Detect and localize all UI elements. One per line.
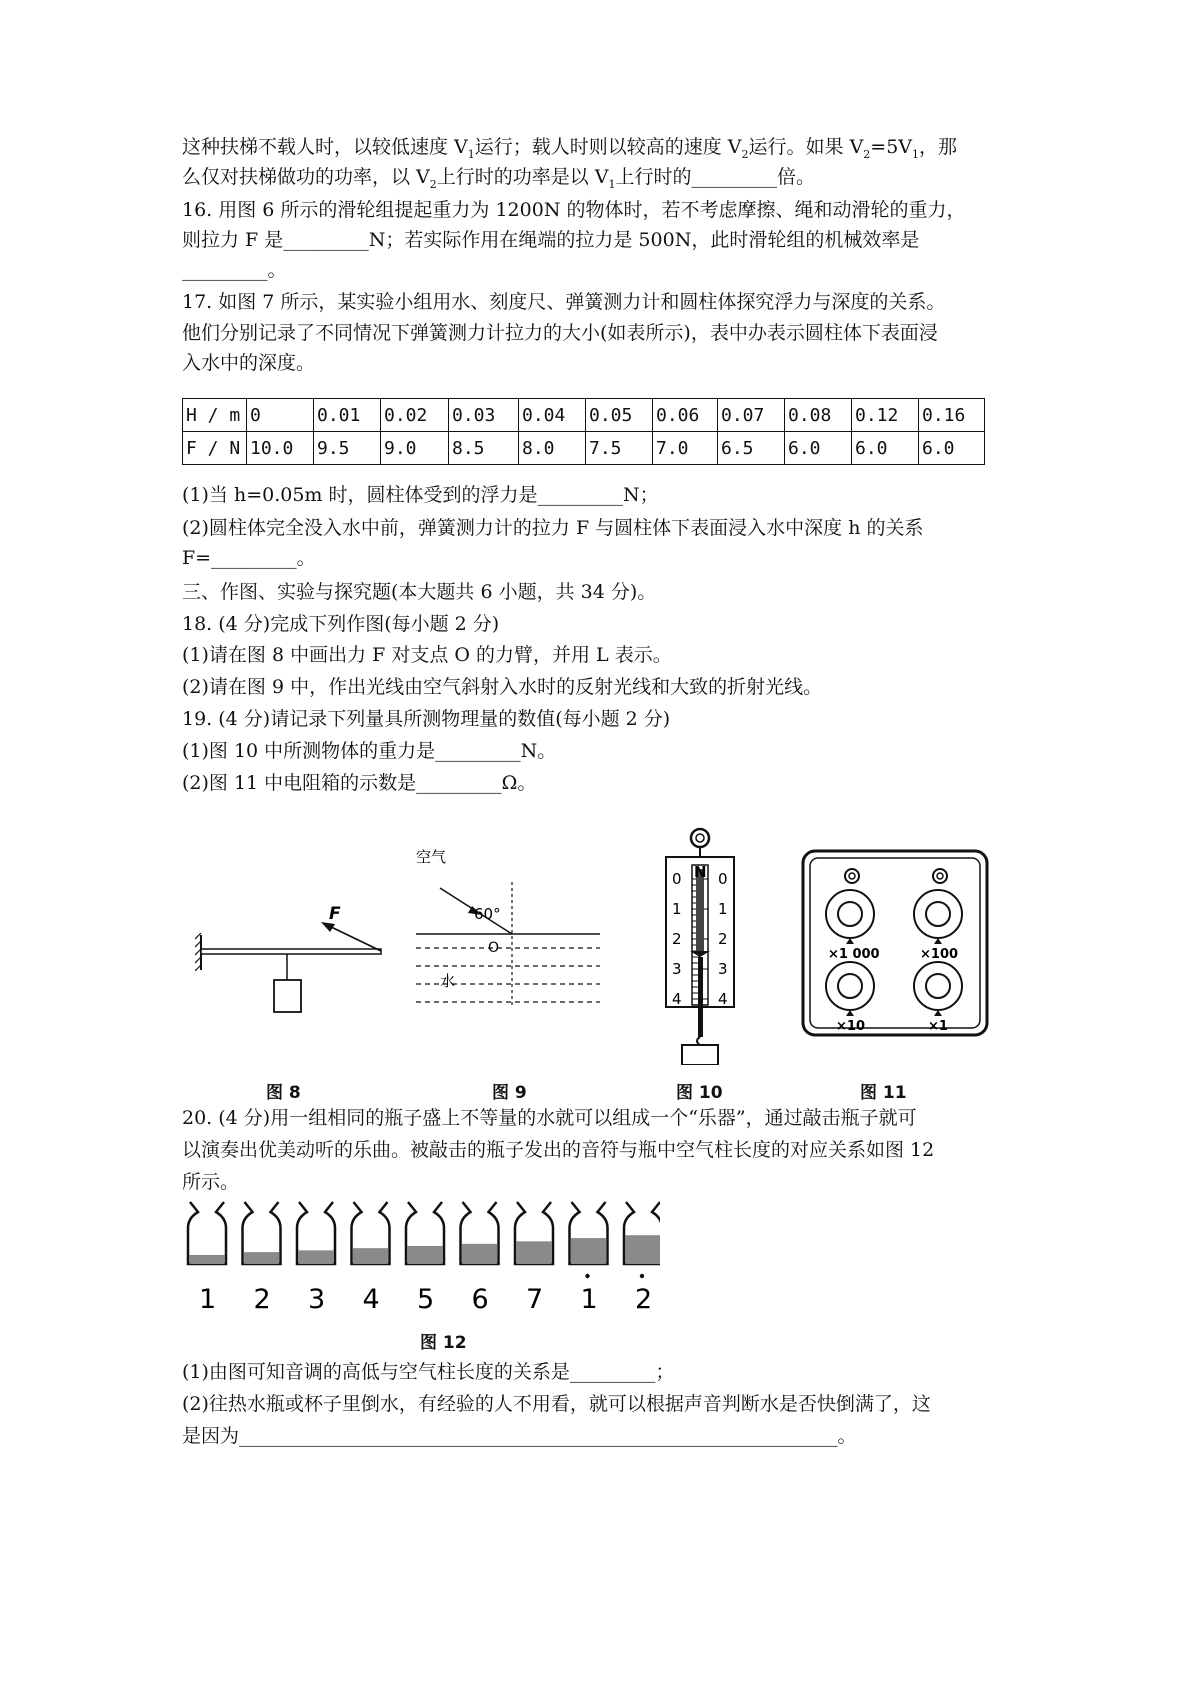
- q17-part-1: (1)当 h=0.05m 时，圆柱体受到的浮力是_________N；: [182, 484, 659, 506]
- water-level: [462, 1244, 497, 1264]
- q18-part-2: (2)请在图 9 中，作出光线由空气斜射入水时的反射光线和大致的折射光线。: [182, 676, 823, 698]
- q19-heading: 19. (4 分)请记录下列量具所测物理量的数值(每小题 2 分): [182, 708, 671, 730]
- bottle-4: [352, 1202, 390, 1264]
- section-3-heading: 三、作图、实验与探究题(本大题共 6 小题，共 34 分)。: [182, 581, 657, 603]
- note-label: 1: [199, 1284, 217, 1315]
- note-label: 7: [526, 1284, 544, 1315]
- dial-label: ×1: [928, 1019, 948, 1034]
- water-label: 水: [440, 972, 456, 990]
- dial-label: ×1 000: [828, 947, 880, 962]
- q19-part-1: (1)图 10 中所测物体的重力是_________N。: [182, 740, 557, 762]
- table-cell: 9.5: [314, 432, 381, 465]
- figure-11-resistance-box: [800, 848, 990, 1038]
- q20-line-2: 以演奏出优美动听的乐曲。被敲击的瓶子发出的音符与瓶中空气柱长度的对应关系如图 12: [182, 1139, 935, 1161]
- table-cell: H / m: [183, 399, 247, 432]
- tick-label: 4: [718, 990, 728, 1008]
- depth-force-table: [182, 398, 985, 465]
- q16-line-3: _________。: [182, 259, 287, 281]
- water-level: [408, 1246, 443, 1264]
- figure-11-caption: 图 11: [860, 1083, 907, 1103]
- bottle-7: [515, 1202, 553, 1264]
- figure-10-spring-scale: [660, 825, 740, 1065]
- figure-12-bottles: [180, 1200, 660, 1320]
- table-cell: 0.05: [586, 399, 653, 432]
- tick-label: 1: [672, 900, 682, 918]
- tick-label: 4: [672, 990, 682, 1008]
- table-row-force: [183, 432, 985, 465]
- tick-label: 0: [718, 870, 728, 888]
- q20-part-1: (1)由图可知音调的高低与空气柱长度的关系是_________；: [182, 1361, 675, 1383]
- figure-12-caption: 图 12: [420, 1333, 467, 1353]
- bottle-9: [624, 1202, 660, 1264]
- table-cell: 0.01: [314, 399, 381, 432]
- table-row-depth: [183, 399, 985, 432]
- water-level: [190, 1255, 225, 1264]
- table-cell: 8.0: [519, 432, 586, 465]
- table-cell: 0: [247, 399, 314, 432]
- q20-line-3: 所示。: [182, 1171, 240, 1193]
- bottle-2: [243, 1202, 281, 1264]
- table-cell: 7.5: [586, 432, 653, 465]
- bottle-6: [461, 1202, 499, 1264]
- tick-label: 2: [718, 930, 728, 948]
- q19-part-2: (2)图 11 中电阻箱的示数是_________Ω。: [182, 772, 537, 794]
- water-level: [244, 1252, 279, 1264]
- tick-label: 1: [718, 900, 728, 918]
- dial-label: ×10: [836, 1019, 865, 1034]
- table-cell: 0.12: [852, 399, 919, 432]
- point-o-label: O: [488, 940, 500, 956]
- table-cell: 9.0: [381, 432, 449, 465]
- water-level: [517, 1241, 552, 1264]
- q17-line-2: 他们分别记录了不同情况下弹簧测力计拉力的大小(如表所示)，表中办表示圆柱体下表面浸: [182, 322, 938, 344]
- unit-label: N: [694, 863, 707, 881]
- table-cell: 0.07: [718, 399, 785, 432]
- tick-label: 0: [672, 870, 682, 888]
- table-cell: 6.0: [785, 432, 852, 465]
- table-cell: 10.0: [247, 432, 314, 465]
- table-cell: 8.5: [449, 432, 519, 465]
- table-cell: 0.02: [381, 399, 449, 432]
- figure-10-caption: 图 10: [676, 1083, 723, 1103]
- air-label: 空气: [416, 848, 447, 866]
- note-label: 2: [635, 1284, 653, 1315]
- table-cell: 0.03: [449, 399, 519, 432]
- table-cell: 0.04: [519, 399, 586, 432]
- note-label: 2: [253, 1284, 271, 1315]
- q15-line-1: 这种扶梯不载人时，以较低速度 $V_1$运行；载人时则以较高的速度 $V_2$运行。如果 $V_2=5V_1$，那: [182, 136, 958, 161]
- bottle-3: [297, 1202, 335, 1264]
- high-octave-dot: [640, 1274, 644, 1278]
- q17-line-3: 入水中的深度。: [182, 352, 316, 374]
- figure-8-caption: 图 8: [266, 1083, 301, 1103]
- tick-label: 2: [672, 930, 682, 948]
- note-label: 5: [417, 1284, 435, 1315]
- q17-part-2: (2)圆柱体完全没入水中前，弹簧测力计的拉力 F 与圆柱体下表面浸入水中深度 h 的关系: [182, 517, 924, 539]
- table-cell: F / N: [183, 432, 247, 465]
- tick-label: 3: [718, 960, 728, 978]
- bottle-8: [570, 1202, 608, 1264]
- q18-part-1: (1)请在图 8 中画出力 F 对支点 O 的力臂，并用 L 表示。: [182, 644, 672, 666]
- table-cell: 6.0: [852, 432, 919, 465]
- dial-label: ×100: [920, 947, 959, 962]
- figure-8-lever: [195, 895, 390, 1020]
- bottle-5: [406, 1202, 444, 1264]
- q16-line-1: 16. 用图 6 所示的滑轮组提起重力为 1200N 的物体时，若不考虑摩擦、绳和动滑轮的重力，: [182, 199, 966, 221]
- q20-part-2a: (2)往热水瓶或杯子里倒水，有经验的人不用看，就可以根据声音判断水是否快倒满了，这: [182, 1393, 931, 1415]
- high-octave-dot: [585, 1274, 589, 1278]
- water-level: [299, 1250, 334, 1264]
- q18-heading: 18. (4 分)完成下列作图(每小题 2 分): [182, 613, 500, 635]
- table-cell: 0.16: [919, 399, 985, 432]
- q16-line-2: 则拉力 F 是_________N；若实际作用在绳端的拉力是 500N，此时滑轮组的机械效率是: [182, 229, 920, 251]
- table-cell: 7.0: [653, 432, 718, 465]
- figure-9-light: [410, 842, 610, 1012]
- table-cell: 0.08: [785, 399, 852, 432]
- bottle-1: [188, 1202, 226, 1264]
- water-level: [626, 1235, 661, 1264]
- table-cell: 6.5: [718, 432, 785, 465]
- figure-9-caption: 图 9: [492, 1083, 527, 1103]
- note-label: 6: [471, 1284, 489, 1315]
- q17-line-1: 17. 如图 7 所示，某实验小组用水、刻度尺、弹簧测力计和圆柱体探究浮力与深度的关系。: [182, 291, 946, 313]
- note-label: 4: [362, 1284, 380, 1315]
- force-label: F: [329, 904, 341, 924]
- table-cell: 6.0: [919, 432, 985, 465]
- q15-line-2: 么仅对扶梯做功的功率，以 $V_2$上行时的功率是以 $V_1$上行时的_________倍。: [182, 166, 816, 191]
- q20-part-2b: 是因为_______________________________________________________________。: [182, 1425, 857, 1447]
- q17-part-3: F=_________。: [182, 547, 316, 569]
- table-cell: 0.06: [653, 399, 718, 432]
- water-level: [353, 1248, 388, 1264]
- note-label: 3: [308, 1284, 326, 1315]
- tick-label: 3: [672, 960, 682, 978]
- water-level: [571, 1238, 606, 1264]
- note-label: 1: [580, 1284, 598, 1315]
- angle-label: 60°: [474, 905, 501, 923]
- q20-line-1: 20. (4 分)用一组相同的瓶子盛上不等量的水就可以组成一个“乐器”，通过敲击瓶子就可: [182, 1107, 917, 1129]
